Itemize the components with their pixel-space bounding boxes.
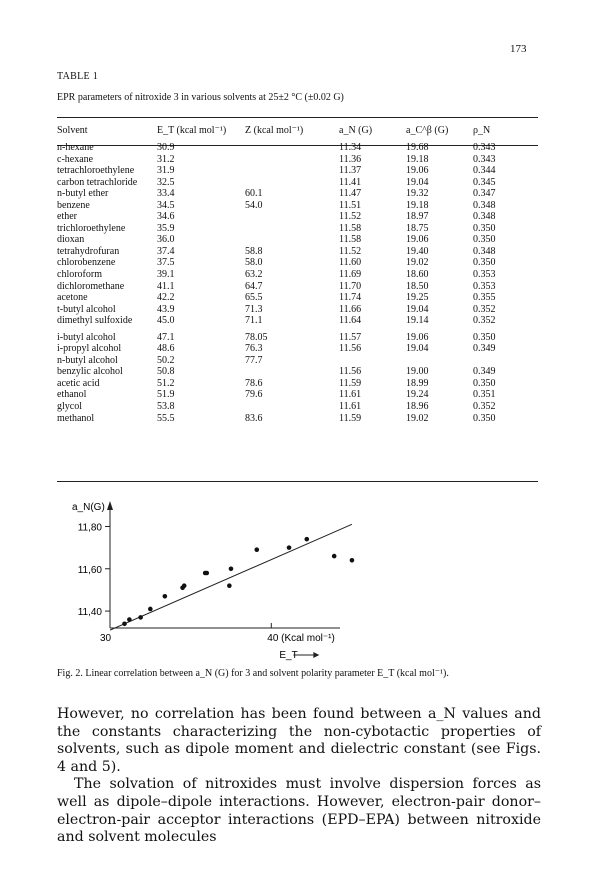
- table-row: [57, 269, 538, 281]
- table-row: [57, 315, 538, 327]
- value-cell: 36.0: [157, 234, 175, 246]
- value-cell: 11.57: [339, 331, 362, 343]
- regression-line: [110, 524, 352, 630]
- value-cell: 30.9: [157, 142, 175, 153]
- value-cell: 78.05: [245, 331, 268, 343]
- value-cell: 31.2: [157, 153, 175, 165]
- value-cell: 50.2: [157, 354, 175, 366]
- data-point: [229, 566, 234, 571]
- table-row: [57, 355, 538, 367]
- value-cell: 76.3: [245, 343, 263, 355]
- body-paragraph: However, no correlation has been found between a_N values and the constants characterizing the non-cybotactic properties of solvents, such as dipole moment and dielectric constant (see Figs. 4 and 5).: [57, 706, 541, 775]
- value-cell: 71.1: [245, 315, 263, 327]
- solvent-cell: n-hexane: [57, 142, 94, 153]
- data-point: [148, 607, 153, 612]
- value-cell: 0.349: [473, 343, 496, 355]
- value-cell: 19.68: [406, 142, 429, 153]
- data-point: [287, 545, 292, 550]
- solvent-cell: acetone: [57, 292, 88, 304]
- value-cell: 11.52: [339, 245, 362, 257]
- value-cell: [245, 177, 339, 189]
- value-cell: 19.14: [406, 315, 429, 327]
- value-cell: 19.04: [406, 343, 429, 355]
- an-vs-et-scatter-chart: [70, 498, 370, 663]
- value-cell: [245, 154, 339, 166]
- table-row: [57, 304, 538, 316]
- solvent-cell: c-hexane: [57, 153, 94, 165]
- table-row: [57, 154, 538, 166]
- value-cell: 55.5: [157, 412, 175, 424]
- value-cell: [245, 165, 339, 177]
- table-bottom-rule: [57, 481, 538, 482]
- value-cell: 50.8: [157, 366, 175, 378]
- value-cell: 0.350: [473, 377, 496, 389]
- value-cell: 19.06: [406, 331, 429, 343]
- solvent-cell: tetrachloroethylene: [57, 165, 135, 177]
- value-cell: 0.348: [473, 245, 496, 257]
- value-cell: 18.99: [406, 377, 429, 389]
- x-tick-label: 40 (Kcal mol⁻¹): [267, 633, 335, 644]
- value-cell: [245, 223, 339, 235]
- header-z: Z (kcal mol⁻¹): [245, 124, 304, 136]
- value-cell: 53.8: [157, 401, 175, 413]
- value-cell: 39.1: [157, 269, 175, 281]
- value-cell: 18.75: [406, 222, 429, 234]
- value-cell: 11.41: [339, 176, 362, 188]
- value-cell: 0.343: [473, 153, 496, 165]
- header-ac-beta: a_C^β (G): [406, 124, 449, 136]
- value-cell: 0.351: [473, 389, 496, 401]
- table-row: [57, 281, 538, 293]
- solvent-cell: chloroform: [57, 269, 102, 281]
- table-row: [57, 401, 538, 413]
- value-cell: 37.4: [157, 245, 175, 257]
- value-cell: 35.9: [157, 222, 175, 234]
- value-cell: 18.96: [406, 401, 429, 413]
- value-cell: 0.350: [473, 222, 496, 234]
- value-cell: 19.18: [406, 153, 429, 165]
- value-cell: 83.6: [245, 412, 263, 424]
- value-cell: 11.56: [339, 366, 362, 378]
- table-row: [57, 234, 538, 246]
- table-header-row: [57, 121, 538, 139]
- value-cell: 0.344: [473, 165, 496, 177]
- data-point: [350, 558, 355, 563]
- value-cell: 47.1: [157, 331, 175, 343]
- data-point: [204, 571, 209, 576]
- solvent-cell: i-butyl alcohol: [57, 331, 116, 343]
- value-cell: 11.59: [339, 412, 362, 424]
- table-row: [57, 246, 538, 258]
- value-cell: 19.24: [406, 389, 429, 401]
- value-cell: 11.58: [339, 234, 362, 246]
- value-cell: 11.47: [339, 188, 362, 200]
- value-cell: 48.6: [157, 343, 175, 355]
- value-cell: 11.70: [339, 280, 362, 292]
- value-cell: [406, 355, 473, 367]
- value-cell: 11.52: [339, 211, 362, 223]
- solvent-cell: benzene: [57, 199, 90, 211]
- y-tick-label: 11,60: [77, 564, 102, 576]
- value-cell: 19.00: [406, 366, 429, 378]
- solvent-cell: tetrahydrofuran: [57, 245, 120, 257]
- value-cell: 18.50: [406, 280, 429, 292]
- value-cell: 0.352: [473, 303, 496, 315]
- table-row: [57, 165, 538, 177]
- solvent-cell: acetic acid: [57, 377, 100, 389]
- table-row: [57, 366, 538, 378]
- value-cell: [245, 211, 339, 223]
- value-cell: 0.349: [473, 366, 496, 378]
- table-row: [57, 292, 538, 304]
- value-cell: 54.0: [245, 199, 263, 211]
- value-cell: 58.8: [245, 245, 263, 257]
- header-rho-n: ρ_N: [473, 124, 491, 136]
- value-cell: 58.0: [245, 257, 263, 269]
- solvent-cell: dimethyl sulfoxide: [57, 315, 133, 327]
- data-point: [163, 594, 168, 599]
- value-cell: 0.350: [473, 412, 496, 424]
- value-cell: 0.352: [473, 315, 496, 327]
- value-cell: 60.1: [245, 188, 263, 200]
- table-row: [57, 389, 538, 401]
- value-cell: 0.352: [473, 401, 496, 413]
- value-cell: 19.04: [406, 176, 429, 188]
- figure-caption: Fig. 2. Linear correlation between a_N (G) for 3 and solvent polarity parameter E_T (kcal mol⁻¹).: [57, 668, 449, 679]
- value-cell: 19.06: [406, 234, 429, 246]
- value-cell: [245, 366, 339, 378]
- table-row: [57, 211, 538, 223]
- value-cell: 11.64: [339, 315, 362, 327]
- value-cell: 19.02: [406, 257, 429, 269]
- value-cell: 18.60: [406, 269, 429, 281]
- header-solvent: Solvent: [57, 124, 88, 136]
- value-cell: 0.355: [473, 292, 496, 304]
- value-cell: 0.350: [473, 257, 496, 269]
- value-cell: [245, 234, 339, 246]
- value-cell: [473, 355, 538, 367]
- value-cell: 43.9: [157, 303, 175, 315]
- value-cell: 33.4: [157, 188, 175, 200]
- value-cell: 0.353: [473, 269, 496, 281]
- value-cell: 41.1: [157, 280, 175, 292]
- table-row: [57, 223, 538, 235]
- data-point: [227, 583, 232, 588]
- value-cell: 0.353: [473, 280, 496, 292]
- value-cell: 71.3: [245, 303, 263, 315]
- solvent-cell: trichloroethylene: [57, 222, 126, 234]
- value-cell: 11.56: [339, 343, 362, 355]
- solvent-cell: methanol: [57, 412, 95, 424]
- value-cell: 65.5: [245, 292, 263, 304]
- table-label: TABLE 1: [57, 71, 99, 82]
- x-tick-label: 30: [100, 633, 112, 644]
- value-cell: 19.32: [406, 188, 429, 200]
- data-point: [254, 547, 259, 552]
- value-cell: 19.25: [406, 292, 429, 304]
- solvent-cell: ethanol: [57, 389, 87, 401]
- value-cell: 0.343: [473, 142, 496, 153]
- solvent-cell: chlorobenzene: [57, 257, 116, 269]
- value-cell: 0.350: [473, 331, 496, 343]
- value-cell: 11.60: [339, 257, 362, 269]
- value-cell: 11.61: [339, 389, 362, 401]
- body-paragraph: The solvation of nitroxides must involve dispersion forces as well as dipole–dipole interactions. However, electron-pair donor–electron-pair acceptor interactions (EPD–EPA) between nitroxide and solvent molecules: [57, 776, 541, 846]
- value-cell: 0.347: [473, 188, 496, 200]
- value-cell: 0.350: [473, 234, 496, 246]
- solvent-cell: n-butyl ether: [57, 188, 109, 200]
- solvent-cell: carbon tetrachloride: [57, 176, 138, 188]
- value-cell: 51.2: [157, 377, 175, 389]
- data-point: [182, 583, 187, 588]
- x-axis-arrow-icon: [313, 652, 319, 658]
- solvent-cell: n-butyl alcohol: [57, 354, 118, 366]
- solvent-cell: i-propyl alcohol: [57, 343, 122, 355]
- value-cell: 11.69: [339, 269, 362, 281]
- solvent-cell: glycol: [57, 401, 82, 413]
- table-row: [57, 257, 538, 269]
- value-cell: 11.37: [339, 165, 362, 177]
- table-row: [57, 200, 538, 212]
- value-cell: 19.40: [406, 245, 429, 257]
- solvent-cell: dioxan: [57, 234, 85, 246]
- value-cell: 37.5: [157, 257, 175, 269]
- value-cell: 19.02: [406, 412, 429, 424]
- value-cell: 34.5: [157, 199, 175, 211]
- table-caption: EPR parameters of nitroxide 3 in various solvents at 25±2 °C (±0.02 G): [57, 92, 344, 103]
- value-cell: [339, 355, 406, 367]
- solvent-cell: dichloromethane: [57, 280, 125, 292]
- data-point: [138, 615, 143, 620]
- solvent-cell: ether: [57, 211, 77, 223]
- value-cell: 64.7: [245, 280, 263, 292]
- table-row: [57, 343, 538, 355]
- value-cell: 34.6: [157, 211, 175, 223]
- table-top-rule: [57, 117, 538, 118]
- value-cell: 11.34: [339, 142, 362, 153]
- header-et: E_T (kcal mol⁻¹): [157, 124, 227, 136]
- page-number: 173: [510, 43, 527, 55]
- value-cell: 11.59: [339, 377, 362, 389]
- table-row: [57, 188, 538, 200]
- value-cell: 0.348: [473, 211, 496, 223]
- y-axis-arrow-icon: [107, 501, 113, 510]
- value-cell: 78.6: [245, 377, 263, 389]
- table-row: [57, 177, 538, 189]
- data-point: [304, 537, 309, 542]
- value-cell: 0.348: [473, 199, 496, 211]
- value-cell: 63.2: [245, 269, 263, 281]
- header-an: a_N (G): [339, 124, 373, 136]
- data-point: [122, 621, 127, 626]
- value-cell: [245, 142, 339, 154]
- table-row: [57, 378, 538, 390]
- value-cell: 45.0: [157, 315, 175, 327]
- y-tick-label: 11,80: [77, 522, 102, 534]
- value-cell: 18.97: [406, 211, 429, 223]
- table-body: [57, 142, 538, 424]
- epr-parameters-table: [57, 124, 538, 424]
- value-cell: 11.66: [339, 303, 362, 315]
- body-text: [57, 706, 541, 847]
- value-cell: 11.58: [339, 222, 362, 234]
- value-cell: 31.9: [157, 165, 175, 177]
- y-axis-label: a_N(G): [72, 502, 105, 513]
- table-row: [57, 327, 538, 344]
- value-cell: 19.18: [406, 199, 429, 211]
- value-cell: 11.36: [339, 153, 362, 165]
- value-cell: 19.04: [406, 303, 429, 315]
- solvent-cell: benzylic alcohol: [57, 366, 123, 378]
- value-cell: 32.5: [157, 176, 175, 188]
- table-row: [57, 413, 538, 425]
- value-cell: 51.9: [157, 389, 175, 401]
- x-axis-label: E_T: [279, 650, 298, 661]
- value-cell: 77.7: [245, 354, 263, 366]
- value-cell: 11.61: [339, 401, 362, 413]
- value-cell: 19.06: [406, 165, 429, 177]
- data-point: [127, 617, 132, 622]
- solvent-cell: t-butyl alcohol: [57, 303, 116, 315]
- value-cell: [245, 401, 339, 413]
- value-cell: 42.2: [157, 292, 175, 304]
- table-row: [57, 142, 538, 154]
- y-tick-label: 11,40: [77, 607, 102, 619]
- value-cell: 79.6: [245, 389, 263, 401]
- value-cell: 11.51: [339, 199, 362, 211]
- data-point: [332, 554, 337, 559]
- value-cell: 0.345: [473, 176, 496, 188]
- value-cell: 11.74: [339, 292, 362, 304]
